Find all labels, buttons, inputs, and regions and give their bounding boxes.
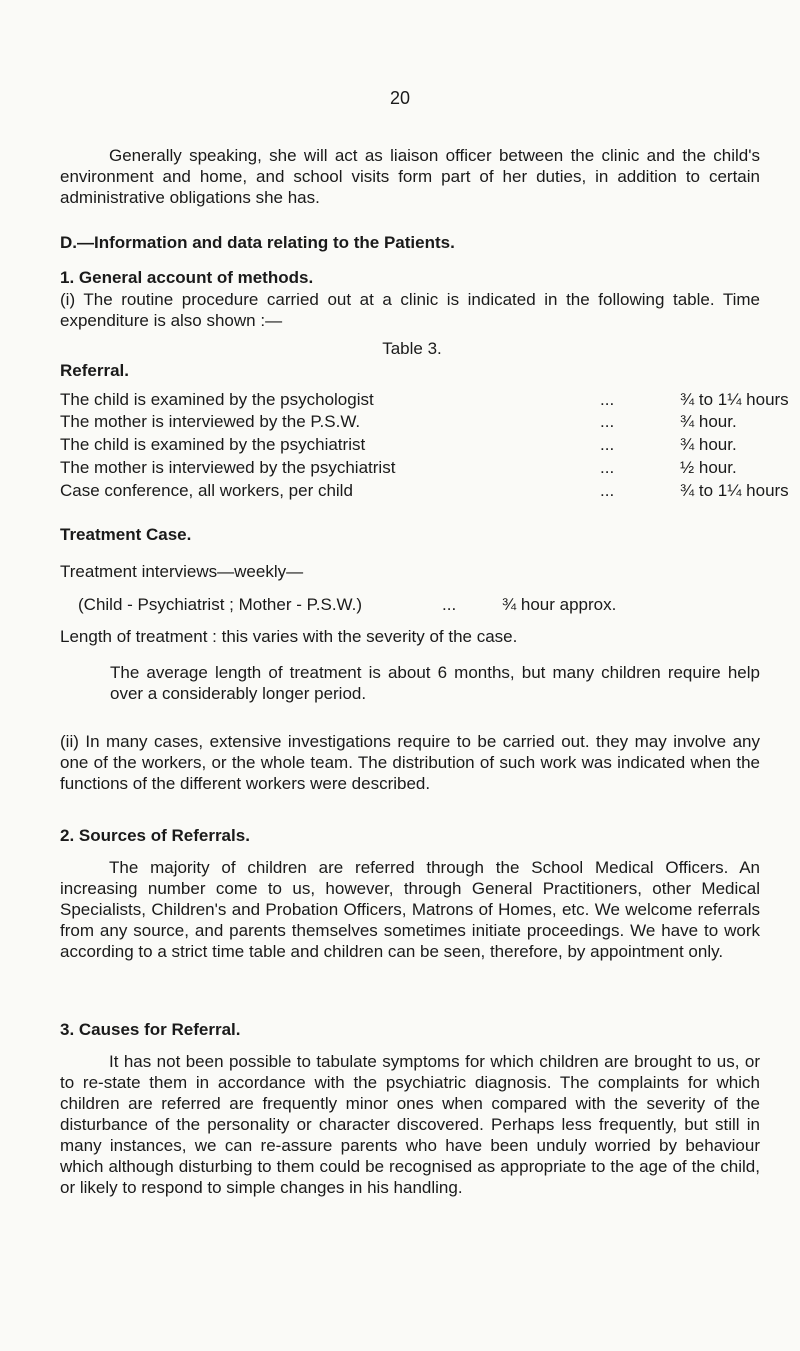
row-time: ¾ hour. <box>680 435 737 454</box>
row-label: The child is examined by the psychiatrist <box>60 435 366 454</box>
table-row <box>60 457 770 478</box>
leader-dots: ... <box>600 481 615 500</box>
table-title: Table 3. <box>382 339 442 358</box>
row-label: The mother is interviewed by the P.S.W. <box>60 412 361 431</box>
section-1-heading: 1. General account of methods. <box>60 268 314 287</box>
row-label: The child is examined by the psychologist <box>60 390 374 409</box>
sources-paragraph: The majority of children are referred through the School Medical Officers. An increasing number come to us, however, through General Practitioners, other Medical Specialists, Children's and Probation Officers, Matrons of Homes, etc. We welcome referrals from any source, and parents themselves sometimes initiate proceedings. We have to work according to a strict time table and children can be seen, therefore, by appointment only. <box>60 858 760 961</box>
treatment-detail-row <box>78 594 770 615</box>
length-of-treatment-line: Length of treatment : this varies with the severity of the case. <box>60 627 518 646</box>
treatment-detail: (Child - Psychiatrist ; Mother - P.S.W.) <box>78 595 363 614</box>
row-time: ½ hour. <box>680 458 737 477</box>
row-time: ¾ to 1¼ hours <box>680 390 789 409</box>
referral-heading: Referral. <box>60 361 129 380</box>
causes-paragraph: It has not been possible to tabulate symptoms for which children are brought to us, or to re-state them in accordance with the psychiatric diagnosis. The complaints for which children are referred are frequently minor ones when compared with the severity of the disturbance of the personality or character discovered. Perhaps less frequently, but still in many instances, we can re-assure parents who have been unduly worried by behaviour which although disturbing to them could be recognised as appropriate to the age of the child, or likely to respond to simple changes in his handling. <box>60 1052 760 1197</box>
row-time: ¾ to 1¼ hours <box>680 481 789 500</box>
page-number: 20 <box>389 88 411 108</box>
leader-dots: ... <box>600 458 615 477</box>
treatment-heading: Treatment Case. <box>60 525 192 544</box>
table-row <box>60 480 789 501</box>
leader-dots: ... <box>600 412 615 431</box>
table-row <box>60 389 789 410</box>
intro-paragraph: Generally speaking, she will act as liaison officer between the clinic and the child's environment and home, and school visits form part of her duties, in addition to certain administrative obligations she has. <box>60 146 760 207</box>
treatment-interviews-line: Treatment interviews—weekly— <box>60 562 304 581</box>
row-label: Case conference, all workers, per child <box>60 481 353 500</box>
paragraph-ii: (ii) In many cases, extensive investigations require to be carried out. they may involve any one of the workers, or the whole team. The distribution of such work was indicated when the functions of the different workers were described. <box>60 732 760 793</box>
section-3-heading: 3. Causes for Referral. <box>60 1020 241 1039</box>
row-time: ¾ hour. <box>680 412 737 431</box>
paragraph-i: (i) The routine procedure carried out at a clinic is indicated in the following table. Time expenditure is also shown :— <box>60 290 760 330</box>
row-label: The mother is interviewed by the psychiatrist <box>60 458 396 477</box>
leader-dots: ... <box>600 435 615 454</box>
average-length-paragraph: The average length of treatment is about 6 months, but many children require help over a considerably longer period. <box>110 663 760 703</box>
section-2-heading: 2. Sources of Referrals. <box>60 826 250 845</box>
table-row <box>60 411 770 432</box>
leader-dots: ... <box>600 390 615 409</box>
section-d-heading: D.—Information and data relating to the Patients. <box>60 233 455 252</box>
treatment-time: ¾ hour approx. <box>502 595 617 614</box>
leader-dots: ... <box>442 595 457 614</box>
table-row <box>60 434 770 455</box>
